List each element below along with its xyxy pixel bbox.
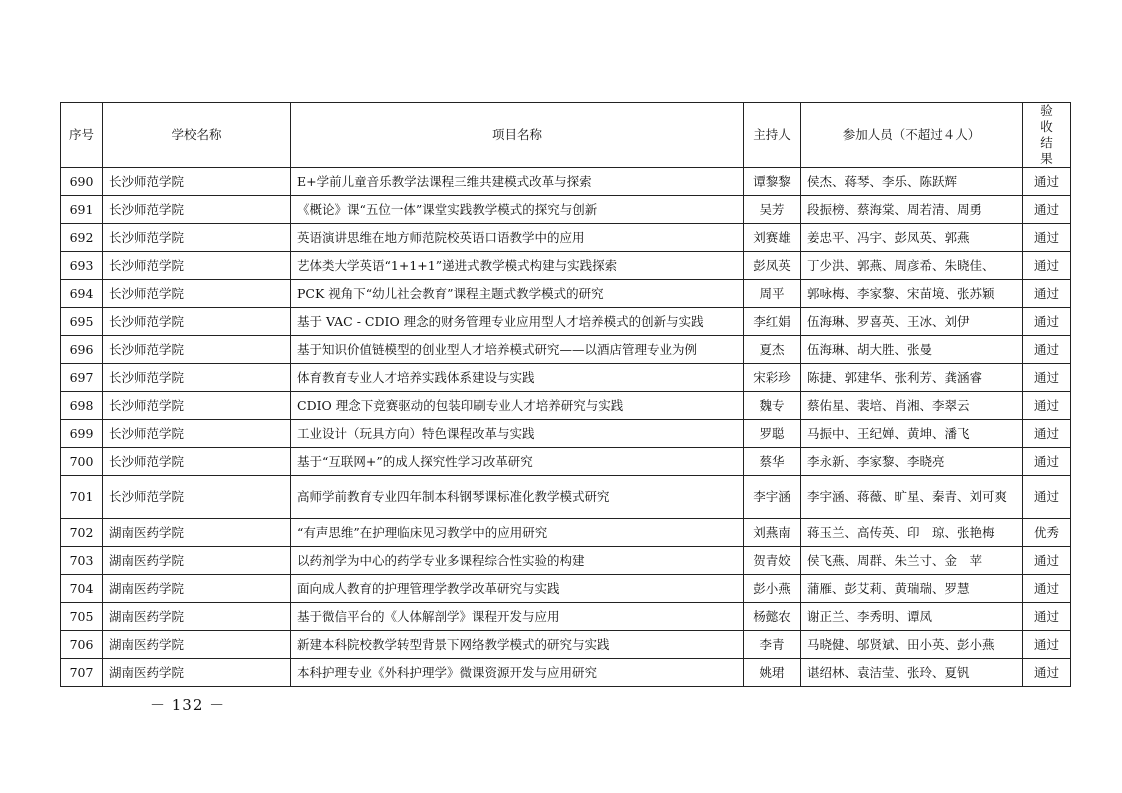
project-acceptance-table	[60, 102, 1071, 687]
cell-project: 基于“互联网+”的成人探究性学习改革研究	[291, 448, 744, 476]
cell-host: 李红娟	[744, 308, 801, 336]
cell-project: 体育教育专业人才培养实践体系建设与实践	[291, 364, 744, 392]
cell-host: 李青	[744, 631, 801, 659]
cell-project: 艺体类大学英语“1+1+1”递进式教学模式构建与实践探索	[291, 252, 744, 280]
table-row	[61, 519, 1071, 547]
header-project: 项目名称	[291, 103, 744, 168]
cell-school: 长沙师范学院	[103, 280, 291, 308]
cell-project: 基于知识价值链模型的创业型人才培养模式研究——以酒店管理专业为例	[291, 336, 744, 364]
cell-school: 长沙师范学院	[103, 476, 291, 519]
cell-members: 姜忠平、冯宇、彭凤英、郭燕	[801, 224, 1023, 252]
cell-result: 通过	[1023, 280, 1071, 308]
cell-school: 长沙师范学院	[103, 392, 291, 420]
cell-school: 长沙师范学院	[103, 420, 291, 448]
cell-host: 贺青姣	[744, 547, 801, 575]
cell-school: 湖南医药学院	[103, 631, 291, 659]
cell-num: 702	[61, 519, 103, 547]
cell-num: 704	[61, 575, 103, 603]
cell-members: 陈捷、郭建华、张利芳、龚涵睿	[801, 364, 1023, 392]
cell-result: 通过	[1023, 196, 1071, 224]
cell-num: 695	[61, 308, 103, 336]
table-row	[61, 364, 1071, 392]
cell-result: 通过	[1023, 420, 1071, 448]
cell-members: 段振榜、蔡海棠、周若清、周勇	[801, 196, 1023, 224]
cell-members: 伍海琳、胡大胜、张曼	[801, 336, 1023, 364]
cell-project: E+学前儿童音乐教学法课程三维共建模式改革与探索	[291, 168, 744, 196]
cell-host: 周平	[744, 280, 801, 308]
cell-host: 刘赛雄	[744, 224, 801, 252]
table-row	[61, 336, 1071, 364]
cell-school: 长沙师范学院	[103, 224, 291, 252]
cell-num: 705	[61, 603, 103, 631]
cell-num: 700	[61, 448, 103, 476]
table-row	[61, 308, 1071, 336]
cell-members: 李永新、李家黎、李晓亮	[801, 448, 1023, 476]
cell-host: 罗聪	[744, 420, 801, 448]
cell-members: 伍海琳、罗喜英、王冰、刘伊	[801, 308, 1023, 336]
cell-host: 李宇涵	[744, 476, 801, 519]
table-row	[61, 476, 1071, 519]
cell-host: 谭黎黎	[744, 168, 801, 196]
cell-result: 通过	[1023, 364, 1071, 392]
table-row	[61, 196, 1071, 224]
cell-host: 刘燕南	[744, 519, 801, 547]
cell-host: 魏专	[744, 392, 801, 420]
table-row	[61, 392, 1071, 420]
cell-school: 长沙师范学院	[103, 168, 291, 196]
cell-num: 690	[61, 168, 103, 196]
table-row	[61, 547, 1071, 575]
cell-host: 彭凤英	[744, 252, 801, 280]
cell-school: 湖南医药学院	[103, 603, 291, 631]
cell-result: 通过	[1023, 575, 1071, 603]
cell-project: 高师学前教育专业四年制本科钢琴课标准化教学模式研究	[291, 476, 744, 519]
cell-result: 通过	[1023, 659, 1071, 687]
cell-members: 谢正兰、李秀明、谭凤	[801, 603, 1023, 631]
table-row	[61, 168, 1071, 196]
cell-project: 新建本科院校教学转型背景下网络教学模式的研究与实践	[291, 631, 744, 659]
cell-members: 李宇涵、蒋薇、旷星、秦青、刘可爽	[801, 476, 1023, 519]
table-row	[61, 603, 1071, 631]
cell-num: 697	[61, 364, 103, 392]
cell-result: 优秀	[1023, 519, 1071, 547]
cell-project: 《概论》课“五位一体”课堂实践教学模式的探究与创新	[291, 196, 744, 224]
header-school: 学校名称	[103, 103, 291, 168]
cell-members: 丁少洪、郭燕、周彦希、朱晓佳、	[801, 252, 1023, 280]
cell-num: 691	[61, 196, 103, 224]
cell-members: 马晓健、邬贤斌、田小英、彭小燕	[801, 631, 1023, 659]
cell-project: “有声思维”在护理临床见习教学中的应用研究	[291, 519, 744, 547]
cell-result: 通过	[1023, 547, 1071, 575]
table-row	[61, 631, 1071, 659]
cell-school: 长沙师范学院	[103, 336, 291, 364]
cell-school: 湖南医药学院	[103, 547, 291, 575]
cell-num: 692	[61, 224, 103, 252]
cell-num: 707	[61, 659, 103, 687]
cell-result: 通过	[1023, 308, 1071, 336]
cell-result: 通过	[1023, 476, 1071, 519]
cell-members: 马振中、王纪婵、黄坤、潘飞	[801, 420, 1023, 448]
cell-members: 郭咏梅、李家黎、宋苗境、张苏颖	[801, 280, 1023, 308]
cell-school: 湖南医药学院	[103, 575, 291, 603]
cell-project: CDIO 理念下竞赛驱动的包装印刷专业人才培养研究与实践	[291, 392, 744, 420]
cell-host: 杨懿农	[744, 603, 801, 631]
cell-result: 通过	[1023, 252, 1071, 280]
cell-result: 通过	[1023, 603, 1071, 631]
cell-num: 701	[61, 476, 103, 519]
table-row	[61, 575, 1071, 603]
header-host: 主持人	[744, 103, 801, 168]
table-row	[61, 280, 1071, 308]
cell-school: 长沙师范学院	[103, 196, 291, 224]
cell-host: 吴芳	[744, 196, 801, 224]
page-number: － 132 －	[150, 696, 226, 714]
table-row	[61, 420, 1071, 448]
cell-host: 蔡华	[744, 448, 801, 476]
cell-school: 长沙师范学院	[103, 252, 291, 280]
cell-num: 706	[61, 631, 103, 659]
cell-members: 蔡佑星、裴培、肖湘、李翠云	[801, 392, 1023, 420]
cell-num: 694	[61, 280, 103, 308]
cell-host: 彭小燕	[744, 575, 801, 603]
table-row	[61, 252, 1071, 280]
header-result: 验收结果	[1023, 103, 1071, 168]
cell-school: 湖南医药学院	[103, 659, 291, 687]
header-members: 参加人员（不超过４人）	[801, 103, 1023, 168]
cell-school: 长沙师范学院	[103, 364, 291, 392]
cell-school: 湖南医药学院	[103, 519, 291, 547]
cell-result: 通过	[1023, 392, 1071, 420]
cell-result: 通过	[1023, 168, 1071, 196]
table-row	[61, 224, 1071, 252]
cell-members: 蒲雁、彭艾莉、黄瑞瑞、罗慧	[801, 575, 1023, 603]
cell-host: 姚珺	[744, 659, 801, 687]
cell-result: 通过	[1023, 631, 1071, 659]
cell-project: 英语演讲思维在地方师范院校英语口语教学中的应用	[291, 224, 744, 252]
header-row	[61, 103, 1071, 168]
cell-num: 703	[61, 547, 103, 575]
cell-num: 696	[61, 336, 103, 364]
cell-num: 693	[61, 252, 103, 280]
cell-result: 通过	[1023, 224, 1071, 252]
cell-school: 长沙师范学院	[103, 448, 291, 476]
cell-num: 699	[61, 420, 103, 448]
header-num: 序号	[61, 103, 103, 168]
cell-result: 通过	[1023, 448, 1071, 476]
cell-project: 基于微信平台的《人体解剖学》课程开发与应用	[291, 603, 744, 631]
cell-members: 侯杰、蒋琴、李乐、陈跃辉	[801, 168, 1023, 196]
cell-project: PCK 视角下“幼儿社会教育”课程主题式教学模式的研究	[291, 280, 744, 308]
cell-num: 698	[61, 392, 103, 420]
cell-project: 面向成人教育的护理管理学教学改革研究与实践	[291, 575, 744, 603]
table-row	[61, 448, 1071, 476]
cell-project: 工业设计（玩具方向）特色课程改革与实践	[291, 420, 744, 448]
cell-project: 基于 VAC - CDIO 理念的财务管理专业应用型人才培养模式的创新与实践	[291, 308, 744, 336]
cell-school: 长沙师范学院	[103, 308, 291, 336]
cell-members: 谌绍林、袁洁莹、张玲、夏钒	[801, 659, 1023, 687]
cell-host: 宋彩珍	[744, 364, 801, 392]
cell-project: 本科护理专业《外科护理学》微课资源开发与应用研究	[291, 659, 744, 687]
cell-result: 通过	[1023, 336, 1071, 364]
cell-members: 蒋玉兰、高传英、印 琼、张艳梅	[801, 519, 1023, 547]
cell-members: 侯飞燕、周群、朱兰寸、金 苹	[801, 547, 1023, 575]
table-row	[61, 659, 1071, 687]
cell-project: 以药剂学为中心的药学专业多课程综合性实验的构建	[291, 547, 744, 575]
cell-host: 夏杰	[744, 336, 801, 364]
